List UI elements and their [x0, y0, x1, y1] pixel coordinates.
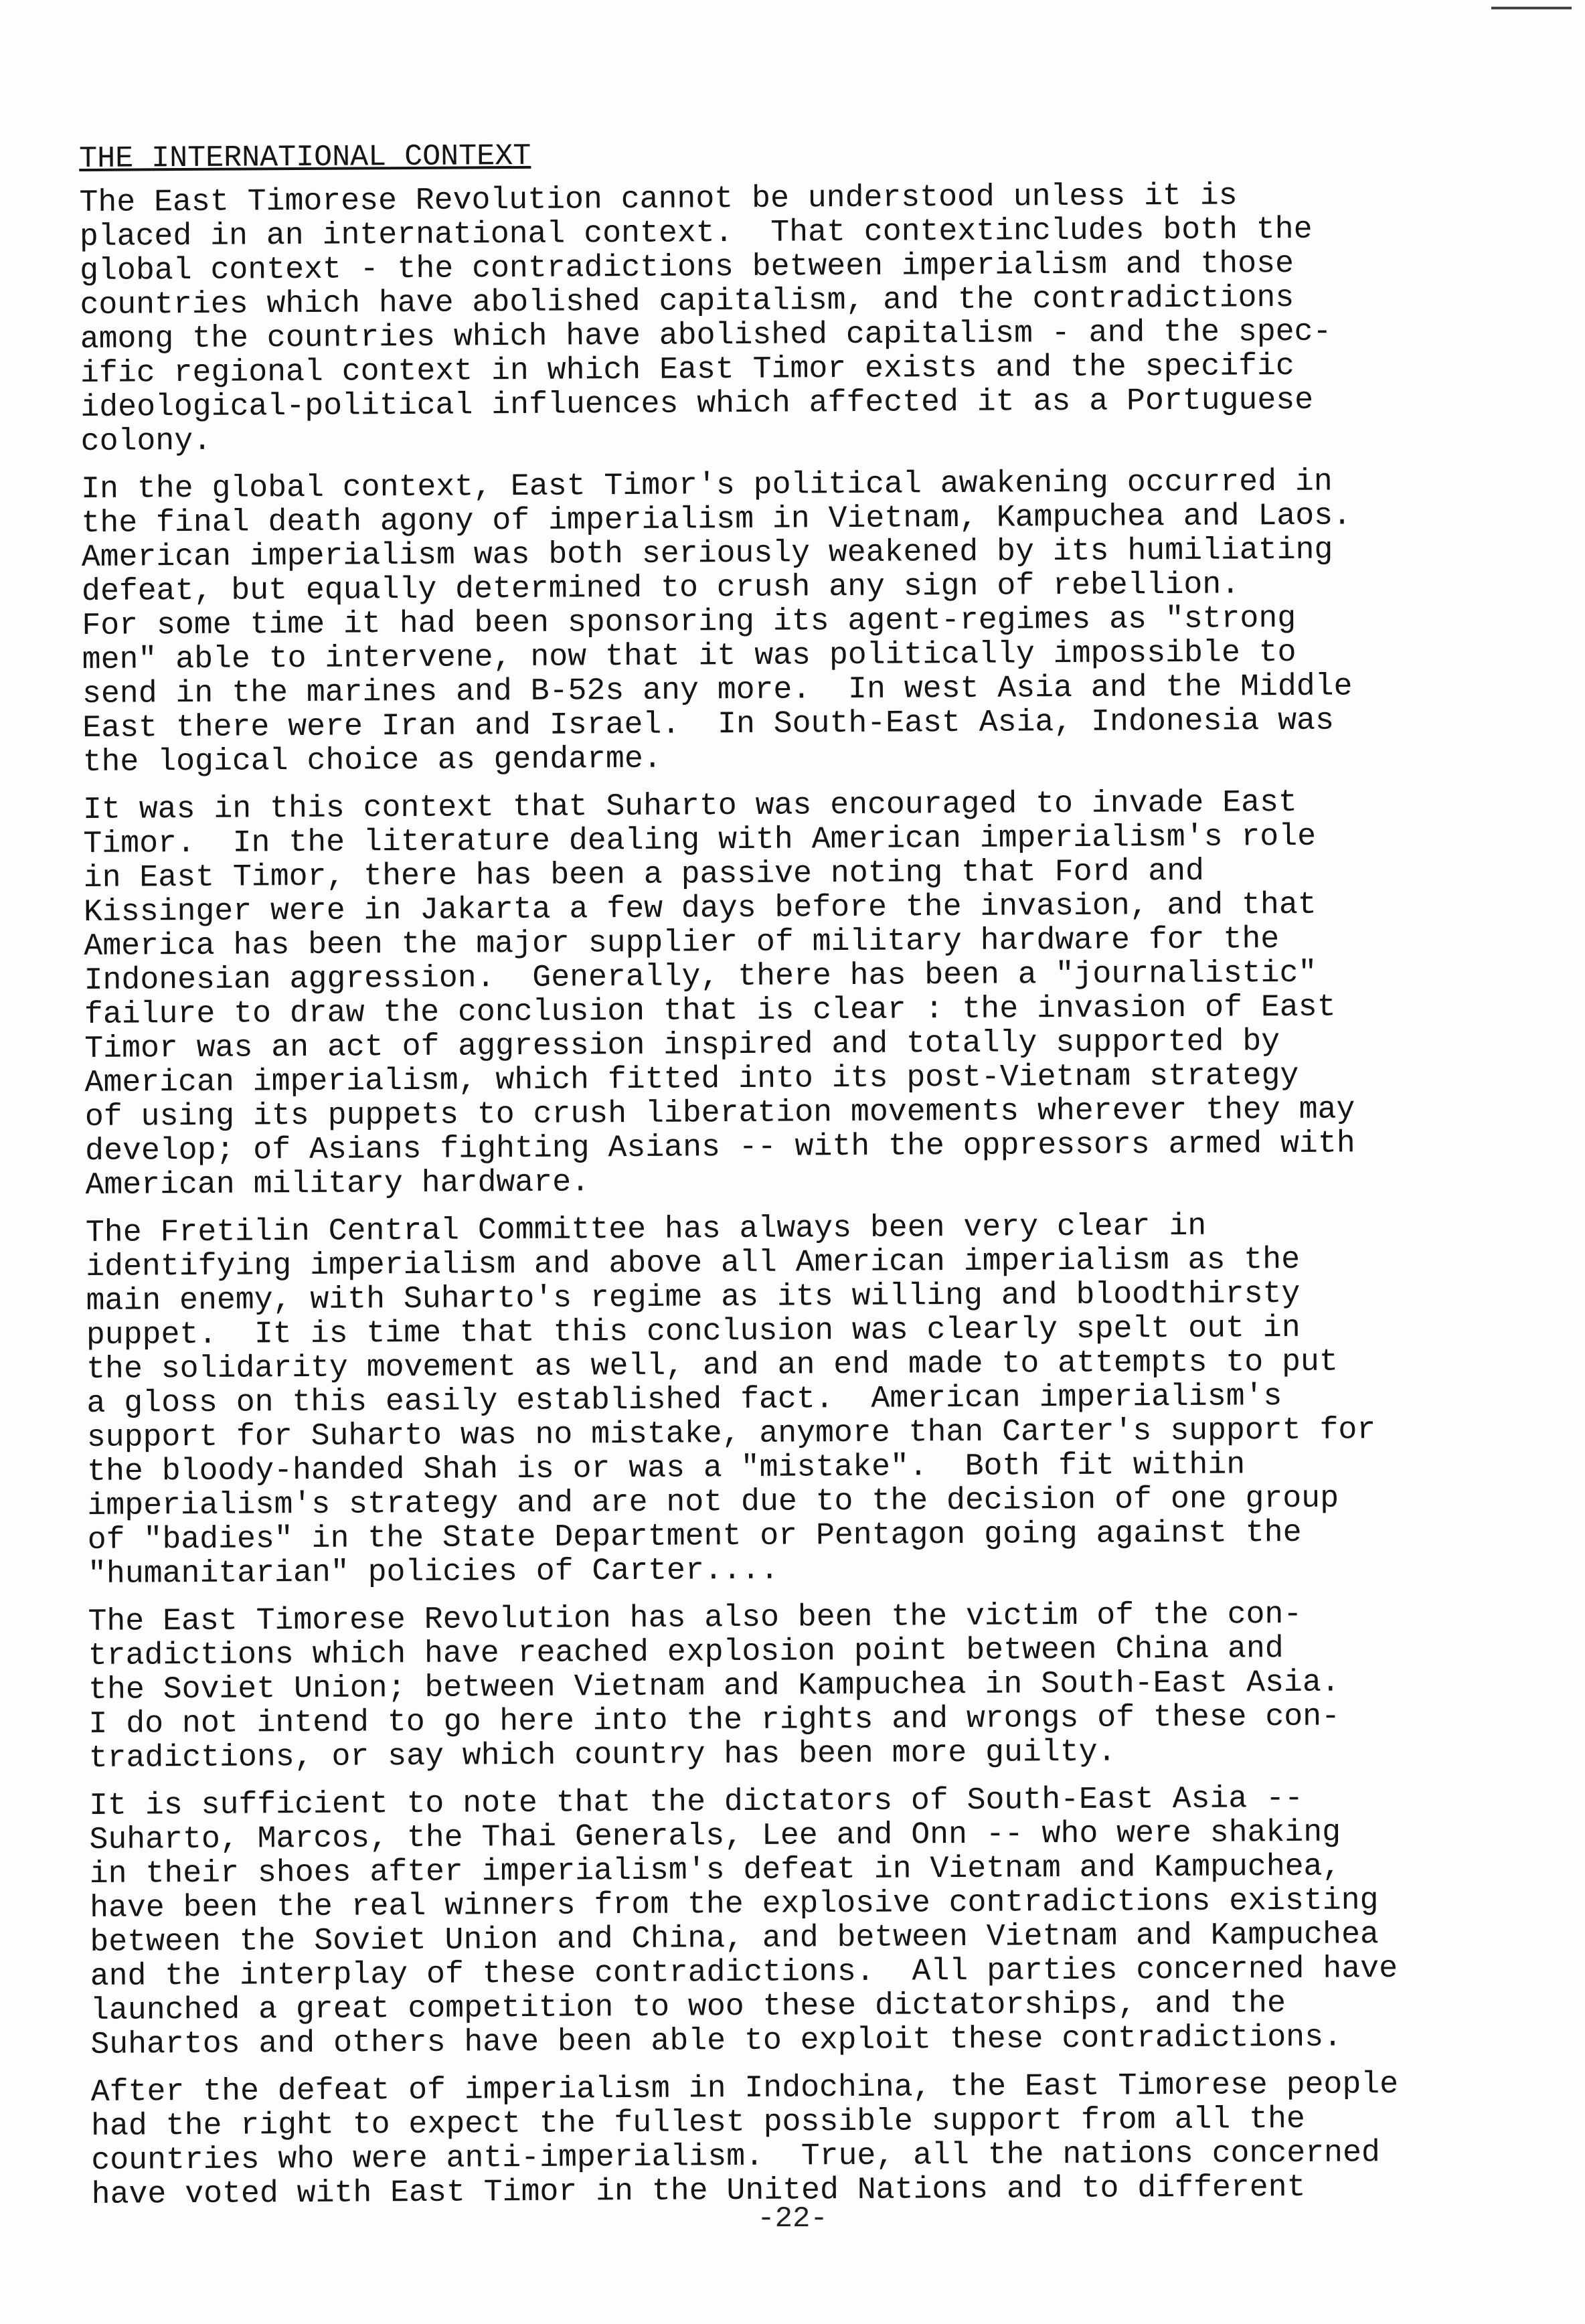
paragraph-4: The Fretilin Central Committee has always been very clear in identifying imperialism and above all American imperialism as the main enemy, with Suharto's regime as its willing and bloodthirsty puppet. It is time that this conclusion was clearly spelt out in the solidarity movement as well, and an end made to attempts to put a gloss on this easily established fact. American imperialism's support for Suharto was no mistake, anymore than Carter's support for the bloody-handed Shah is or was a "mistake". Both fit within imperialism's strategy and are not due to the decision of one group of "badies" in the State Department or Pentagon going against the "humanitarian" policies of Carter....: [85, 1208, 1376, 1592]
document-body: [79, 133, 1504, 2225]
paragraph-7: After the defeat of imperialism in Indochina, the East Timorese people had the right to expect the fullest possible support from all the countries who were anti-imperialism. True, all the nations concerned have voted with East Timor in the United Nations and to different: [90, 2066, 1399, 2212]
paragraph-5: The East Timorese Revolution has also been the victim of the con- tradictions which have reached explosion point between China and the Soviet Union; between Vietnam and Kampuchea in South-East Asia. I do not intend to go here into the rights and wrongs of these con- tradictions, or say which country has been more guilty.: [88, 1596, 1341, 1776]
paragraph-6: It is sufficient to note that the dictators of South-East Asia -- Suharto, Marcos, the Thai Generals, Lee and Onn -- who were shaking in their shoes after imperialism's defeat in Vietnam and Kampuchea, have been the real winners from the explosive contradictions existing between the Soviet Union and China, and between Vietnam and Kampuchea and the interplay of these contradictions. All parties concerned have launched a great competition to woo these dictatorships, and the Suhartos and others have been able to exploit these contradictions.: [89, 1780, 1398, 2062]
paragraph-1: The East Timorese Revolution cannot be understood unless it is placed in an international context. That contextincludes both the global context - the contradictions between imperialism and those countries which have abolished capitalism, and the contradictions among the countries which have abolished capitalism - and the spec- ific regional context in which East Timor exists and the specific ideological-political influences which affected it as a Portuguese colony.: [79, 177, 1332, 459]
section-heading: THE INTERNATIONAL CONTEXT: [79, 139, 531, 176]
page-number: -22-: [757, 2202, 828, 2236]
scan-mark: [1491, 7, 1572, 9]
paragraph-2: In the global context, East Timor's political awakening occurred in the final death agony of imperialism in Vietnam, Kampuchea and Laos. American imperialism was both seriously weakened by its humiliating defeat, but equally determined to crush any sign of rebellion. For some time it had been sponsoring its agent-regimes as "strong men" able to intervene, now that it was politically impossible to send in the marines and B-52s any more. In west Asia and the Middle East there were Iran and Israel. In South-East Asia, Indonesia was the logical choice as gendarme.: [81, 463, 1353, 780]
paragraph-3: It was in this context that Suharto was encouraged to invade East Timor. In the literature dealing with American imperialism's role in East Timor, there has been a passive noting that Ford and Kissinger were in Jakarta a few days before the invasion, and that America has been the major supplier of military hardware for the Indonesian aggression. Generally, there has been a "journalistic" failure to draw the conclusion that is clear : the invasion of East Timor was an act of aggression inspired and totally supported by American imperialism, which fitted into its post-Vietnam strategy of using its puppets to crush liberation movements wherever they may develop; of Asians fighting Asians -- with the oppressors armed with American military hardware.: [82, 784, 1355, 1203]
